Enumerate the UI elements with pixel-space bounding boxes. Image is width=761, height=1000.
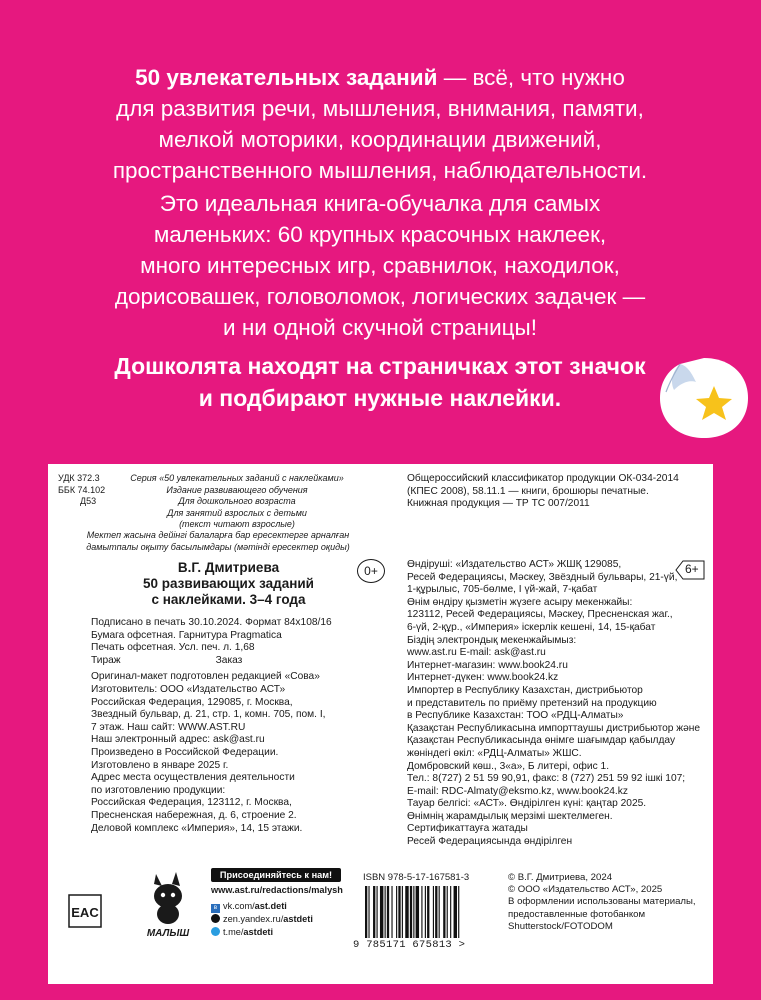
imprint-line: Изготовитель: ООО «Издательство АСТ»	[91, 683, 286, 695]
barcode-bar	[405, 886, 408, 938]
intro-p1-line: мелкой моторики, координации движений,	[158, 127, 602, 152]
kz-line: Біздің электрондық мекенжайымыз:	[407, 634, 577, 646]
intro-p1-line: пространственного мышления, наблюдательности.	[112, 158, 648, 183]
imprint-line: Пресненская набережная, д. 6, строение 2.	[91, 809, 297, 821]
eac-mark-text: EAC	[71, 905, 99, 920]
imprint-line: Бумага офсетная. Гарнитура Pragmatica	[91, 629, 282, 641]
classifier-line: (КПЕС 2008), 58.11.1 — книги, брошюры печатные.	[407, 485, 649, 497]
series-line: Издание развивающего обучения	[166, 484, 308, 495]
author-sign: Д53	[80, 496, 97, 506]
kz-line: 1-құрылыс, 705-бөлме, I үй-жай, 7-қабат	[407, 584, 598, 596]
copyright-line: предоставленные фотобанком	[508, 908, 646, 920]
vk-link[interactable]	[211, 900, 313, 913]
barcode-bar	[447, 886, 448, 938]
imprint-line: Оригинал-макет подготовлен редакцией «Сова»	[91, 671, 320, 683]
barcode-bar	[454, 886, 457, 938]
kz-line: E-mail: RDC-Almaty@eksmo.kz, www.book24.kz	[407, 785, 628, 797]
kz-line: www.ast.ru E-mail: ask@ast.ru	[407, 647, 546, 659]
intro-paragraph-3	[40, 350, 720, 414]
imprint-line: по изготовлению продукции:	[91, 784, 226, 796]
series-line: (текст читают взрослые)	[179, 519, 295, 529]
barcode-bar	[421, 886, 422, 938]
barcode-bar	[427, 886, 429, 938]
kz-line: Ресей Федерациясы, Мәскеу, Звёздный бульвары, 21-үй,	[407, 571, 678, 583]
intro-p2-line: дорисовашек, головоломок, логических задачек —	[114, 284, 646, 309]
join-us-banner: Присоединяйтесь к нам!	[211, 868, 341, 882]
imprint-line: Российская Федерация, 123112, г. Москва,	[91, 797, 292, 809]
kz-line: жөніндегі өкіл: «РДЦ-Алматы» ЖШС.	[407, 747, 582, 759]
udk-code: УДК 372.3	[58, 473, 100, 483]
intro-p1-line: — всё, что нужно	[443, 65, 625, 90]
intro-p2-line: и ни одной скучной страницы!	[223, 315, 537, 340]
isbn-barcode	[361, 886, 501, 938]
imprint-line: Произведено в Российской Федерации.	[91, 746, 279, 758]
barcode-bar	[396, 886, 397, 938]
intro-p1-line: для развития речи, мышления, внимания, памяти,	[116, 96, 644, 121]
imprint-line: Деловой комплекс «Империя», 14, 15 этажи.	[91, 822, 303, 834]
kazakhstan-info	[407, 559, 707, 849]
eac-mark-icon	[68, 894, 102, 928]
barcode-bar	[450, 886, 451, 938]
kz-line: Ресей Федерациясында өндірілген	[407, 836, 573, 848]
kz-line: Өнім өндіру қызметін жүзеге асыру мекенжайы:	[407, 596, 633, 608]
print-run-label: Тираж	[91, 654, 121, 666]
barcode-bar	[391, 886, 392, 938]
series-line: Для занятий взрослых с детьми	[167, 507, 307, 518]
malysh-logo-text: МАЛЫШ	[146, 928, 190, 939]
classification-codes	[58, 473, 105, 508]
book-title-line: с наклейками. 3–4 года	[151, 592, 306, 607]
intro-bold-lead: 50 увлекательных заданий	[135, 65, 438, 90]
publisher-site-link[interactable]: www.ast.ru/redactions/malysh	[211, 885, 343, 895]
imprint-line: Подписано в печать 30.10.2024. Формат 84x108/16	[91, 617, 332, 628]
kz-line: в Республике Казахстан: ТОО «РДЦ-Алматы»	[407, 710, 624, 722]
copyright-info	[508, 872, 708, 933]
kz-line: 6-үй, 2-құр., «Империя» іскерлік кешені, 14, 15-қабат	[407, 621, 656, 633]
social-links	[211, 900, 313, 939]
intro-p2-line: много интересных игр, сравнилок, находилок,	[140, 253, 620, 278]
vk-handle: ast.deti	[254, 901, 287, 911]
intro-p3-line: и подбирают нужные наклейки.	[198, 385, 562, 411]
copyright-line: В оформлении использованы материалы,	[508, 896, 696, 908]
telegram-link[interactable]	[211, 926, 313, 939]
barcode-bar	[410, 886, 412, 938]
copyright-line: © В.Г. Дмитриева, 2024	[508, 872, 613, 883]
kz-line: Интернет-дүкен: www.book24.kz	[407, 672, 559, 684]
book-author: В.Г. Дмитриева	[177, 560, 280, 575]
barcode-bar	[373, 886, 375, 938]
barcode-bar	[416, 886, 419, 938]
tg-handle: astdeti	[243, 927, 274, 937]
telegram-icon	[211, 927, 220, 936]
book-title-line: 50 развивающих заданий	[143, 576, 314, 591]
kz-line: и представитель по приёму претензий на продукцию	[407, 697, 657, 709]
bbk-code: ББК 74.102	[58, 484, 106, 495]
kz-line: 123112, Ресей Федерациясы, Мәскеу, Пресненская жаг.,	[407, 609, 673, 621]
barcode-bar	[380, 886, 383, 938]
barcode-bar	[387, 886, 389, 938]
imprint-line: 7 этаж. Наш сайт: WWW.AST.RU	[91, 721, 246, 733]
age-mark-0plus: 0+	[357, 559, 385, 583]
classifier-line: Общероссийский классификатор продукции ОК-034-2014	[407, 473, 679, 484]
imprint-line: Наш электронный адрес: ask@ast.ru	[91, 734, 265, 746]
barcode-bar	[443, 886, 445, 938]
barcode-bar	[433, 886, 434, 938]
product-classifier	[407, 473, 707, 511]
intro-p3-line: Дошколята находят на страничках этот значок	[114, 353, 646, 379]
kz-line: Тауар белгісі: «АСТ». Өндірілген күні: қаңтар 2025.	[407, 798, 647, 810]
imprint-line: Звездный бульвар, д. 21, стр. 1, комн. 705, пом. I,	[91, 709, 326, 721]
imprint-line: Изготовлено в январе 2025 г.	[91, 759, 229, 771]
barcode-bar	[435, 886, 437, 938]
series-line: Мектеп жасына дейінгі балаларға бар ересектерге арналған	[86, 530, 350, 540]
barcode-bar	[425, 886, 426, 938]
kz-line: Импортер в Республику Казахстан, дистрибьютор	[407, 684, 643, 696]
imprint-line: Печать офсетная. Усл. печ. л. 1,68	[91, 642, 255, 654]
series-line: дамытпалы оқыту басылымдары (мәтінді ересектер оқиды)	[86, 541, 350, 552]
barcode-bar	[439, 886, 440, 938]
series-info	[106, 473, 368, 531]
kz-line: Өндіруші: «Издательство АСТ» ЖШҚ 129085,	[407, 559, 622, 570]
intro-p2-line: Это идеальная книга-обучалка для самых	[159, 191, 601, 216]
kz-line: Өнімнің жарамдылық мерзімі шектелмеген.	[407, 810, 613, 822]
tg-prefix: t.me/	[223, 927, 244, 937]
star-sticker-icon	[656, 352, 752, 442]
barcode-bar	[365, 886, 367, 938]
series-info-kz	[52, 530, 384, 553]
kz-line: Домбровский көш., 3«а», Б литері, офис 1.	[407, 760, 610, 772]
kz-line: Тел.: 8(727) 2 51 59 90,91, факс: 8 (727) 251 59 92 ішкі 107;	[407, 773, 686, 785]
copyright-line: Shutterstock/FOTODOM	[508, 920, 613, 932]
zen-handle: astdeti	[283, 914, 313, 924]
barcode-bar	[377, 886, 378, 938]
intro-paragraph-1	[40, 62, 720, 186]
vk-prefix: vk.com/	[223, 901, 255, 911]
barcode-bar	[368, 886, 369, 938]
barcode-bar	[398, 886, 400, 938]
copyright-line: © ООО «Издательство АСТ», 2025	[508, 884, 663, 896]
isbn-label: ISBN 978-5-17-167581-3	[363, 872, 470, 883]
book-title-block	[106, 560, 351, 608]
barcode-bar	[385, 886, 386, 938]
kz-line: Қазақстан Республикасында өнімге шағымдар қабылдау	[407, 735, 676, 747]
isbn-digits: 9 785171 675813 >	[353, 939, 466, 951]
classifier-line: Книжная продукция — ТР ТС 007/2011	[407, 498, 590, 510]
series-line: Для дошкольного возраста	[178, 496, 296, 506]
imprint-panel	[48, 464, 713, 984]
age-mark-6plus: 6+	[685, 562, 699, 576]
zen-prefix: zen.yandex.ru/	[223, 914, 284, 924]
kz-line: Интернет-магазин: www.book24.ru	[407, 659, 568, 671]
series-line: Серия «50 увлекательных заданий с наклейками»	[130, 473, 344, 483]
intro-paragraph-2	[40, 188, 720, 343]
zen-link[interactable]	[211, 913, 313, 926]
kz-line: Қазақстан Республикасына импорттаушы дистрибьютор және	[407, 722, 701, 734]
order-label: Заказ	[215, 654, 243, 666]
barcode-bar	[402, 886, 403, 938]
barcode-bar	[458, 886, 459, 938]
imprint-details	[91, 617, 391, 835]
zen-icon	[211, 914, 220, 923]
vk-icon: в	[211, 904, 220, 913]
barcode-bar	[413, 886, 414, 938]
intro-p2-line: маленьких: 60 крупных красочных наклеек,	[153, 222, 607, 247]
imprint-line: Адрес места осуществления деятельности	[91, 772, 295, 784]
kz-line: Сертификаттауға жатады	[407, 823, 528, 835]
imprint-line: Российская Федерация, 129085, г. Москва,	[91, 696, 293, 708]
